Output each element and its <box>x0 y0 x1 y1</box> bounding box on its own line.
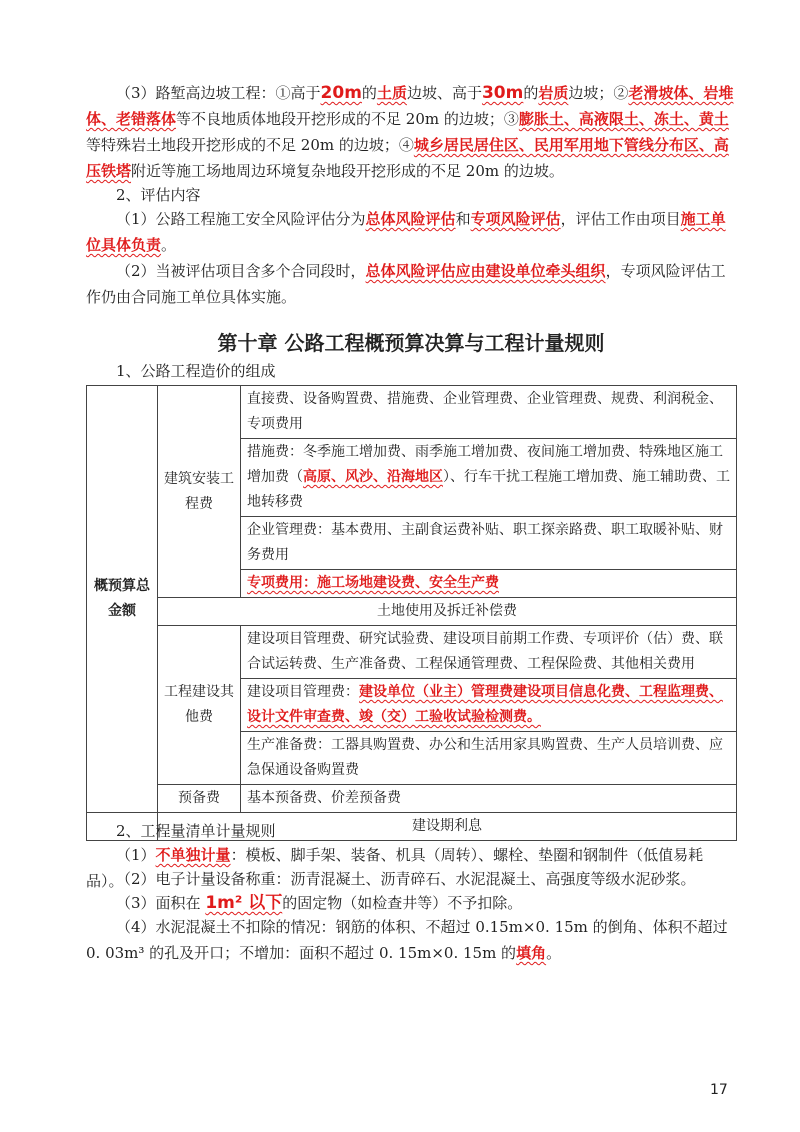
paragraph-road-cut-slope <box>86 80 736 184</box>
text: ：模板、脚手架、装备、机具（周转）、螺栓、垫圈和钢制件（低值易耗品）。 <box>86 846 704 890</box>
highlight-soil: 土质 <box>376 84 407 102</box>
highlight-fillet: 填角 <box>516 944 547 962</box>
text: ，专项风险评估工作仍由合同施工单位具体实施。 <box>86 262 726 306</box>
cell-other-list: 建设项目管理费、研究试验费、建设项目前期工作费、专项评价（估）费、联合试运转费、生产准备费、工程保通管理费、工程保险费、其他相关费用 <box>241 626 737 679</box>
text: 的固定物（如检查井等）不予扣除。 <box>282 894 523 912</box>
text: 的 <box>361 84 377 102</box>
text: 。 <box>546 944 562 962</box>
highlight-30m: 30m <box>481 83 524 103</box>
text: （1）公路工程施工安全风险评估分为 <box>116 210 366 228</box>
table-row <box>87 598 737 626</box>
text: 边坡、高于 <box>406 84 482 102</box>
text: （3）面积在 <box>116 894 206 912</box>
text: （2）当被评估项目含多个合同段时， <box>116 262 366 280</box>
text: 措施费：冬季施工增加费、雨季施工增加费、夜间施工增加费、特殊地区施工增加费（ <box>247 444 723 485</box>
cell-other-construction: 工程建设其他费 <box>158 626 241 785</box>
highlight-landslide: 老滑坡体、岩堆体、老错落体 <box>86 84 734 128</box>
cell-measures-costs <box>241 439 737 517</box>
text: （4）水泥混凝土不扣除的情况：钢筋的体积、不超过 0.15m×0. 15m 的倒角、体积不超过 0. 03m³ 的孔及开口；不增加：面积不超过 0. 15m×0. 15m 的 <box>86 918 728 962</box>
text: 。 <box>161 236 177 254</box>
highlight-residential: 城乡居民居住区、民用军用地下管线分布区、高压铁塔 <box>86 136 729 180</box>
heading-cost-composition: 1、公路工程造价的组成 <box>116 362 276 380</box>
table-row <box>87 386 737 439</box>
cell-total-amount: 概预算总金额 <box>87 386 158 813</box>
cell-reserve-label: 预备费 <box>158 785 241 813</box>
text: 等特殊岩土地段开挖形成的不足 20m 的边坡；④ <box>86 136 414 154</box>
table-row <box>87 626 737 679</box>
text: （3）路堑高边坡工程：①高于 <box>116 84 321 102</box>
text: ，评估工作由项目 <box>560 210 681 228</box>
highlight-owner-mgmt: 建设单位（业主）管理费建设项目信息化费、工程监理费、设计文件审查费、竣（交）工验收试验检测费。 <box>247 684 723 725</box>
text: 边坡；② <box>568 84 629 102</box>
table-row <box>87 785 737 813</box>
highlight-20m: 20m <box>320 83 362 103</box>
rule-3 <box>86 890 736 916</box>
paragraph-eval-2 <box>86 258 736 310</box>
cell-project-mgmt <box>241 679 737 732</box>
highlight-1m2: 1m² 以下 <box>205 893 283 913</box>
highlight-special-risk: 专项风险评估 <box>470 210 561 228</box>
cell-special-costs: 专项费用：施工场地建设费、安全生产费 <box>241 570 737 598</box>
cell-building-install: 建筑安装工程费 <box>158 386 241 598</box>
text: 建设项目管理费： <box>247 684 359 700</box>
page-number: 17 <box>710 1082 728 1098</box>
text: 附近等施工场地周边环境复杂地段开挖形成的不足 20m 的边坡。 <box>131 162 564 180</box>
cell-land-compensation: 土地使用及拆迁补偿费 <box>158 598 737 626</box>
heading-measure-rules: 2、工程量清单计量规则 <box>116 822 276 840</box>
rule-2: （2）电子计量设备称重：沥青混凝土、沥青碎石、水泥混凝土、高强度等级水泥砂浆。 <box>116 870 696 888</box>
highlight-special-regions: 高原、风沙、沿海地区 <box>303 469 443 485</box>
highlight-owner-lead: 总体风险评估应由建设单位牵头组织 <box>365 262 606 280</box>
cost-composition-table <box>86 385 737 841</box>
highlight-no-separate: 不单独计量 <box>155 846 231 864</box>
cell-construction-interest: 建设期利息 <box>158 813 737 841</box>
text: 等不良地质体地段开挖形成的不足 20m 的边坡；③ <box>176 110 519 128</box>
text: （1） <box>116 846 156 864</box>
cell-production-prep: 生产准备费：工器具购置费、办公和生活用家具购置费、生产人员培训费、应急保通设备购置费 <box>241 732 737 785</box>
text: ）、行车干扰工程施工增加费、施工辅助费、工地转移费 <box>247 469 730 510</box>
highlight-overall-risk: 总体风险评估 <box>365 210 456 228</box>
heading-eval-content: 2、评估内容 <box>116 186 201 204</box>
highlight-special-soil: 膨胀土、高液限土、冻土、黄土 <box>518 110 729 128</box>
paragraph-eval-1 <box>86 206 736 258</box>
highlight-rock: 岩质 <box>538 84 569 102</box>
chapter-title: 第十章 公路工程概预算决算与工程计量规则 <box>217 331 605 355</box>
highlight-contractor: 施工单位具体负责 <box>86 210 726 254</box>
cell-reserve-items: 基本预备费、价差预备费 <box>241 785 737 813</box>
rule-4 <box>86 914 736 966</box>
cell-direct-costs: 直接费、设备购置费、措施费、企业管理费、企业管理费、规费、利润税金、专项费用 <box>241 386 737 439</box>
cell-enterprise-mgmt: 企业管理费：基本费用、主副食运费补贴、职工探亲路费、职工取暖补贴、财务费用 <box>241 517 737 570</box>
text: 和 <box>455 210 471 228</box>
text: 的 <box>523 84 539 102</box>
